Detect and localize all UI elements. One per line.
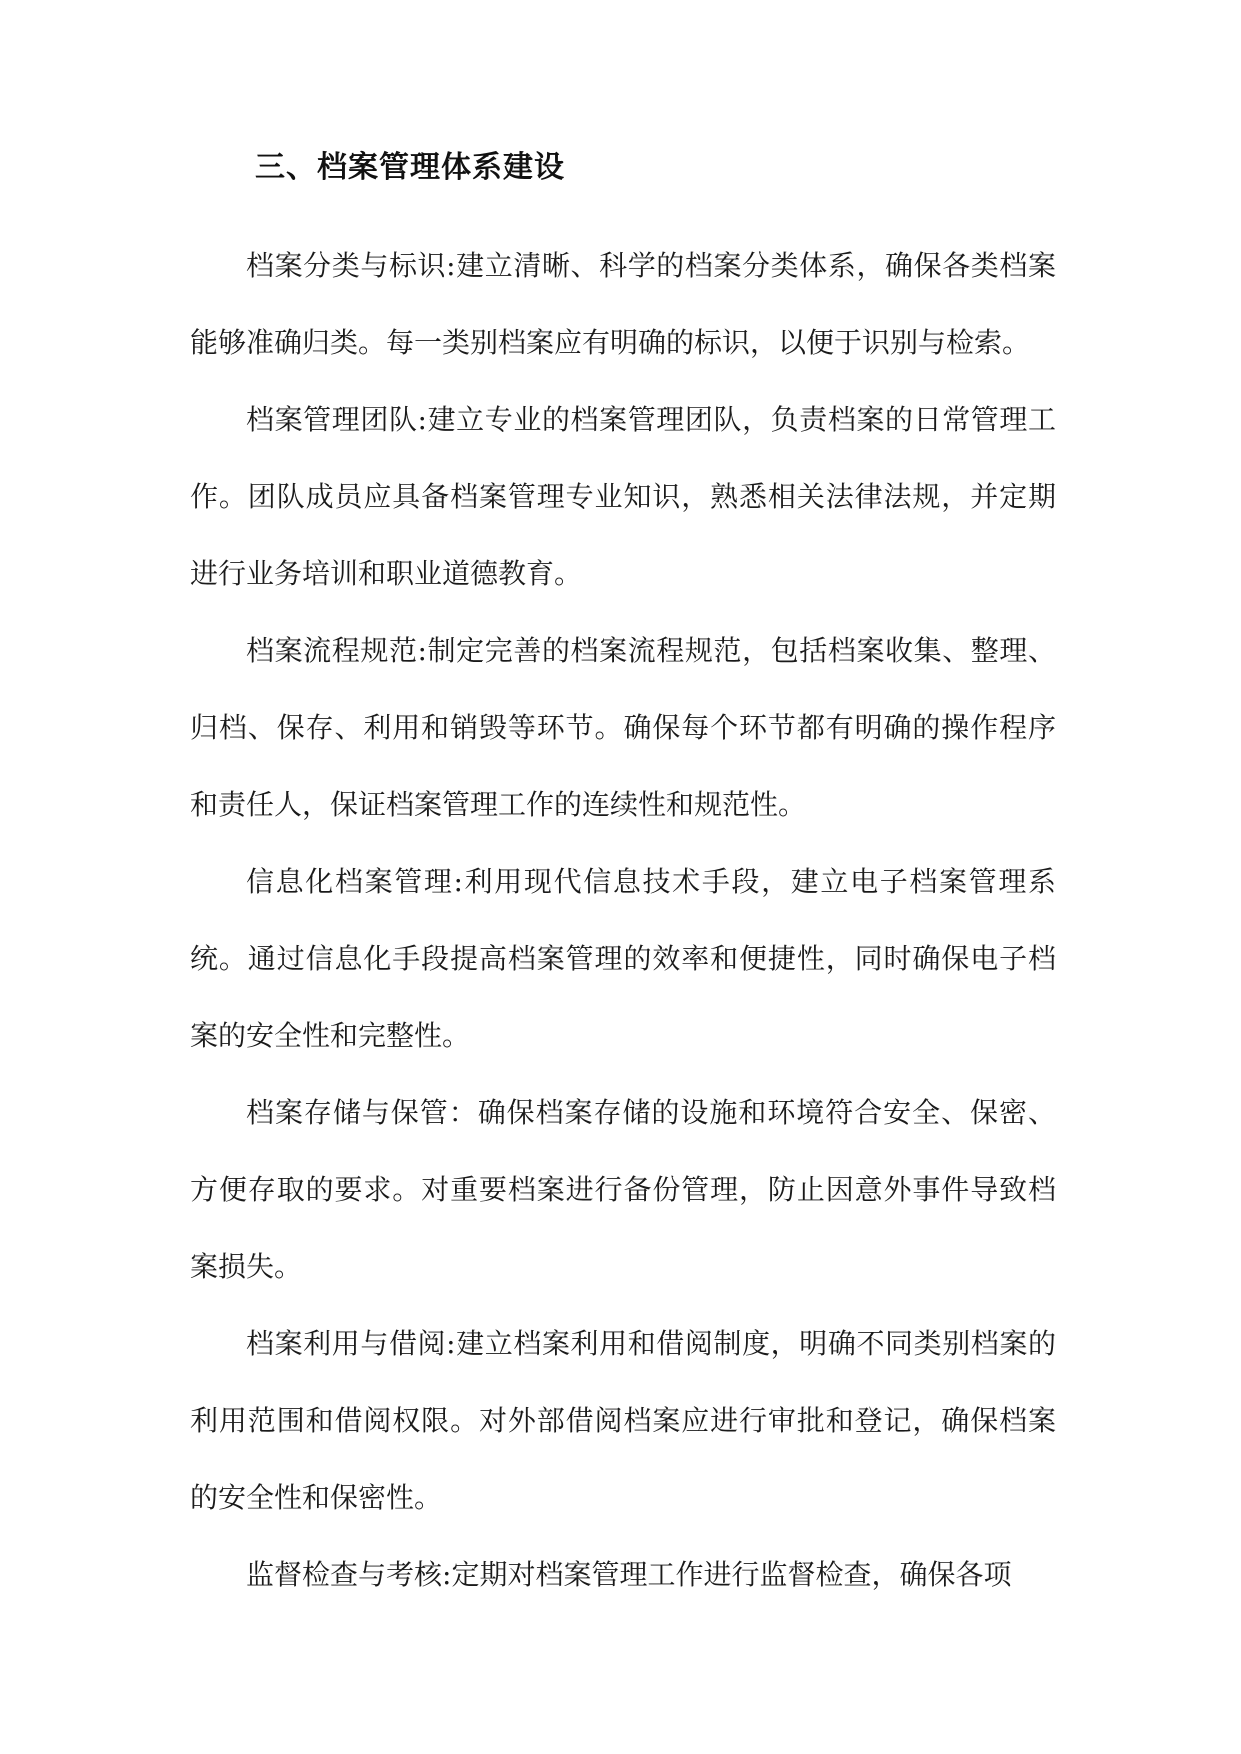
section-body [190, 227, 1056, 1613]
paragraph-team [190, 381, 1056, 612]
paragraph-storage [190, 1074, 1056, 1305]
paragraph-label: 档案存储与保管： [246, 1096, 478, 1129]
paragraph-lending [190, 1305, 1056, 1536]
section-heading: 三、档案管理体系建设 [255, 150, 565, 185]
paragraph-text: 建立专业的档案管理团队，负责档案的日常管理工作。团队成员应具备档案管理专业知识，熟悉相关法律法规，并定期进行业务培训和职业道德教育。 [190, 403, 1056, 590]
paragraph-label: 档案利用与借阅: [246, 1327, 456, 1360]
paragraph-label: 档案分类与标识: [246, 249, 456, 282]
paragraph-text: 定期对档案管理工作进行监督检查，确保各项 [451, 1558, 1012, 1591]
paragraph-text: 建立清晰、科学的档案分类体系，确保各类档案能够准确归类。每一类别档案应有明确的标识，以便于识别与检索。 [190, 249, 1056, 359]
paragraph-label: 档案管理团队: [246, 403, 427, 436]
paragraph-informatization [190, 843, 1056, 1074]
paragraph-label: 信息化档案管理: [246, 865, 463, 898]
paragraph-process [190, 612, 1056, 843]
paragraph-label: 档案流程规范: [246, 634, 427, 667]
paragraph-text: 制定完善的档案流程规范，包括档案收集、整理、归档、保存、利用和销毁等环节。确保每个环节都有明确的操作程序和责任人，保证档案管理工作的连续性和规范性。 [190, 634, 1056, 821]
paragraph-text: 建立档案利用和借阅制度，明确不同类别档案的利用范围和借阅权限。对外部借阅档案应进行审批和登记，确保档案的安全性和保密性。 [190, 1327, 1056, 1514]
paragraph-text: 确保档案存储的设施和环境符合安全、保密、方便存取的要求。对重要档案进行备份管理，防止因意外事件导致档案损失。 [190, 1096, 1056, 1283]
paragraph-supervision [190, 1536, 1056, 1613]
paragraph-text: 利用现代信息技术手段，建立电子档案管理系统。通过信息化手段提高档案管理的效率和便捷性，同时确保电子档案的安全性和完整性。 [190, 865, 1056, 1052]
paragraph-classification [190, 227, 1056, 381]
paragraph-label: 监督检查与考核: [246, 1558, 452, 1591]
